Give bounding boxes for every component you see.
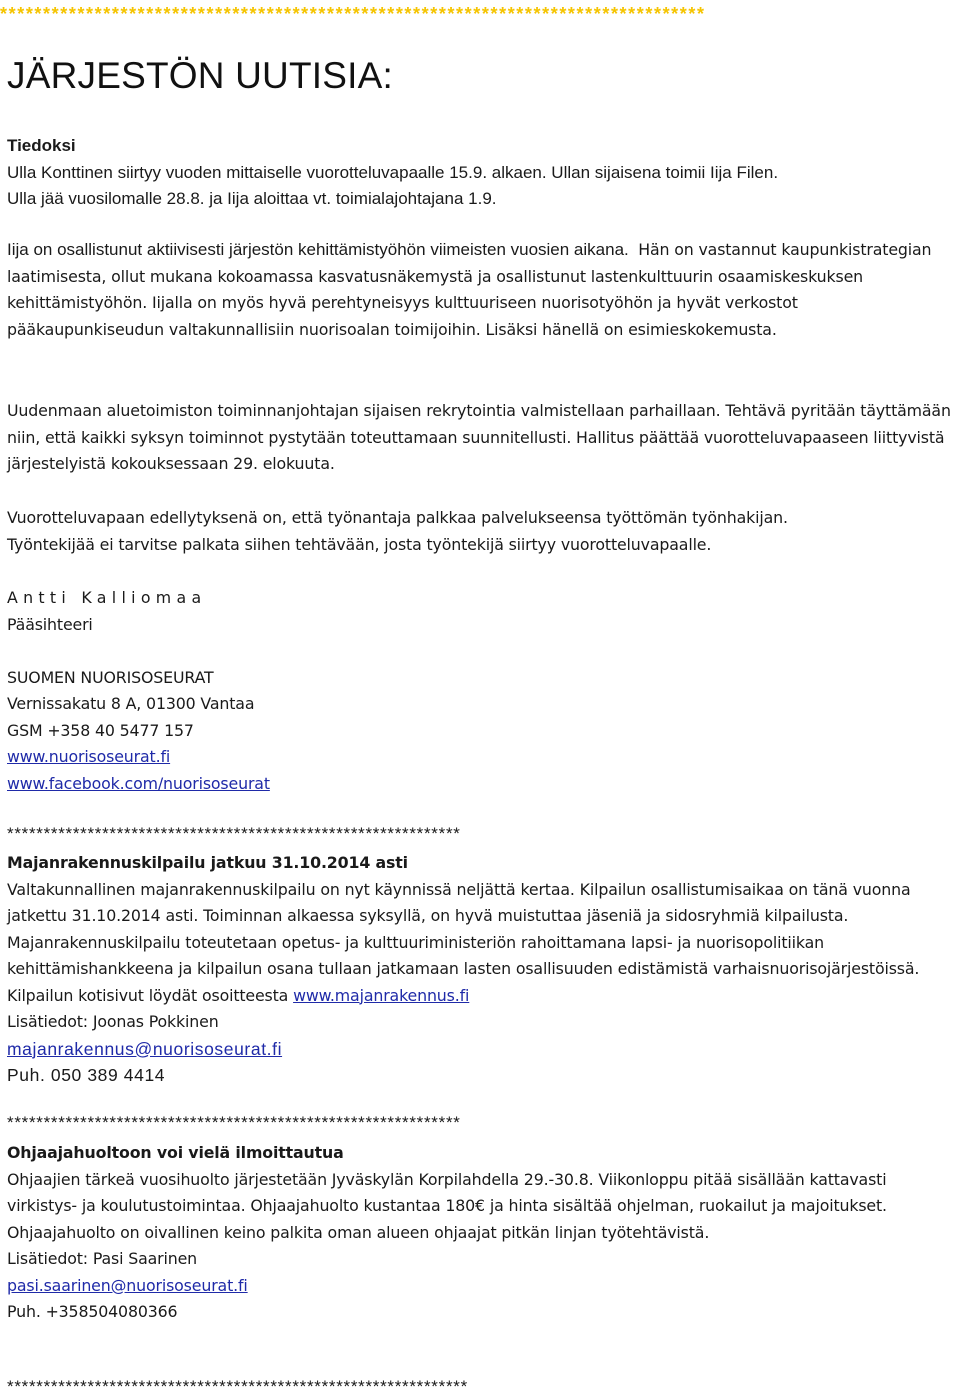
majan-heading: Majanrakennuskilpailu jatkuu 31.10.2014 asti [7, 853, 408, 872]
ohjaaja-text: Ohjaajien tärkeä vuosihuolto järjestetään Jyväskylän Korpilahdella 29.-30.8. Viikonloppu pitää sisällään kattavasti virkistys- ja koulutustoimintaa. Ohjaajahuolto kustantaa 180€ ja hinta sisältää ohjelman, ruokailut ja majoitukset. Ohjaajahuolto on oivallinen keino palkita oman alueen ohjaajat pitkän linjan työtehtävistä. [7, 1169, 887, 1242]
page-title: JÄRJESTÖN UUTISIA: [7, 55, 393, 96]
ohjaaja-contact: Lisätiedot: Pasi Saarinen [7, 1249, 198, 1268]
separator-1: ************************************************************** [7, 824, 461, 843]
ohjaaja-email-link[interactable]: pasi.saarinen@nuorisoseurat.fi [7, 1275, 248, 1295]
tiedoksi-section [7, 133, 957, 213]
majan-email-link[interactable]: majanrakennus@nuorisoseurat.fi [7, 1038, 283, 1059]
iija-details: Hän on vastannut kaupunkistrategian laatimisesta, ollut mukana kokoamassa kasvatusnäkemystä ja osallistunut lastenkulttuurin osaamiskeskuksen kehittämistyöhön. Iijalla on myös hyvä perehtyneisyys kulttuuriseen nuorisotyöhön ja hyvät verkostot pääkaupunkiseudun valtakunnallisiin nuorisoalan toimijoihin. Lisäksi hänellä on esimieskokemusta. [7, 240, 932, 339]
signature-name: Antti Kalliomaa [7, 588, 207, 607]
decorative-star-border: ********************************************************************************** [0, 4, 706, 24]
ohjaaja-heading: Ohjaajahuoltoon voi vielä ilmoittautua [7, 1143, 344, 1162]
iija-paragraph [7, 237, 952, 343]
majan-contact: Lisätiedot: Joonas Pokkinen [7, 1012, 219, 1031]
alternation-paragraph [7, 505, 952, 558]
signature-org: SUOMEN NUORISOSEURAT [7, 667, 214, 687]
recruitment-paragraph [7, 398, 952, 478]
separator-3: *************************************************************** [7, 1377, 468, 1396]
majan-website-link[interactable]: www.majanrakennus.fi [293, 985, 470, 1005]
majan-text: Valtakunnallinen majanrakennuskilpailu on nyt käynnissä neljättä kertaa. Kilpailun osallistumisaikaa on tänä vuonna jatkettu 31.10.2014 asti. Toiminnan alkaessa syksyllä, on hyvä muistuttaa jäseniä ja sidosryhmiä kilpailusta. Majanrakennuskilpailu toteutetaan opetus- ja kulttuuriministeriön rahoittamana lapsi- ja nuorisopolitiikan kehittämishankkeena ja kilpailun osana tullaan jatkamaan lasten osallisuuden edistämistä varhaisnuorisojärjestöissä. Kilpailun kotisivut löydät osoitteesta [7, 879, 920, 1005]
alternation-text-1: Vuorotteluvapaan edellytyksenä on, että työnantaja palkkaa palvelukseensa työttömän työnhakijan. [7, 508, 788, 527]
majan-section [7, 850, 959, 1089]
signature-role: Pääsihteeri [7, 614, 93, 634]
signature-gsm: GSM +358 40 5477 157 [7, 720, 194, 740]
website-link[interactable]: www.nuorisoseurat.fi [7, 747, 171, 766]
recruitment-text: Uudenmaan aluetoimiston toiminnanjohtajan sijaisen rekrytointia valmistellaan parhaillaan. Tehtävä pyritään täyttämään niin, että kaikki syksyn toiminnot pystytään toteuttamaan suunnitellusti. Hallitus päättää vuorotteluvapaaseen liittyvistä järjestelyistä kokouksessaan 29. elokuuta. [7, 401, 951, 473]
separator-2: ************************************************************** [7, 1113, 461, 1132]
tiedoksi-line-2: Ulla jää vuosilomalle 28.8. ja Iija aloittaa vt. toimialajohtajana 1.9. [7, 189, 497, 208]
signature-block [7, 585, 957, 797]
tiedoksi-heading: Tiedoksi [7, 136, 76, 155]
ohjaaja-phone: Puh. +358504080366 [7, 1302, 178, 1321]
ohjaaja-section [7, 1140, 907, 1326]
majan-phone: Puh. 050 389 4414 [7, 1065, 166, 1085]
signature-address: Vernissakatu 8 A, 01300 Vantaa [7, 694, 255, 713]
iija-intro: Iija on osallistunut aktiivisesti järjestön kehittämistyöhön viimeisten vuosien aikana. [7, 240, 629, 259]
alternation-text-2: Työntekijää ei tarvitse palkata siihen tehtävään, josta työntekijä siirtyy vuorotteluvapaalle. [7, 534, 712, 554]
tiedoksi-line-1: Ulla Konttinen siirtyy vuoden mittaiselle vuorotteluvapaalle 15.9. alkaen. Ullan sijaisena toimii Iija Filen. [7, 162, 779, 182]
facebook-link[interactable]: www.facebook.com/nuorisoseurat [7, 773, 270, 793]
